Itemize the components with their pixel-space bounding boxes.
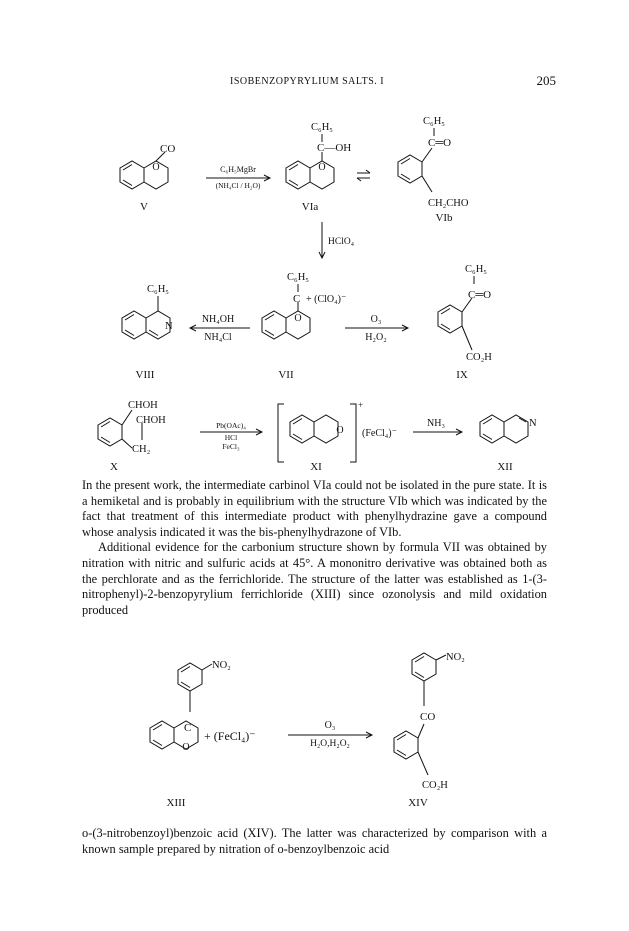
group-co: CO — [420, 711, 436, 723]
paragraph-3: o-(3-nitrobenzoyl)benzoic acid (XIV). The latter was characterized by comparison with a known sample prepared by nitration of o-benzoylbenzoic acid — [82, 826, 547, 856]
label-X: X — [110, 461, 118, 473]
group-choh: CHOH — [136, 415, 166, 426]
reagent-hcl: HCl — [224, 433, 238, 442]
counterion-clo4: + (ClO₄)⁻ — [306, 294, 347, 305]
group-co: CO — [160, 143, 176, 155]
label-VIa: VIa — [301, 201, 319, 213]
body-text — [82, 478, 547, 618]
group-c6h5: C₆H₅ — [423, 116, 445, 127]
page-number: 205 — [536, 73, 556, 88]
reagent-o3: O₃ — [324, 720, 336, 731]
ring-o: O — [152, 162, 160, 173]
label-XI: XI — [310, 461, 322, 473]
label-V: V — [140, 201, 148, 213]
compound-XI-structure — [278, 404, 356, 462]
reagent-nh3: NH₃ — [427, 418, 445, 429]
reagent-h2o-h2o2: H₂O,H₂O₂ — [310, 739, 350, 749]
label-XIII: XIII — [166, 797, 186, 809]
label-XIV: XIV — [408, 797, 428, 809]
ring-o: O — [182, 742, 190, 753]
compound-VII-structure — [262, 284, 310, 339]
reagent-fecl3: FeCl₃ — [222, 442, 240, 451]
running-title: ISOBENZOPYRYLIUM SALTS. I — [230, 76, 385, 87]
group-ch2cho: CH₂CHO — [428, 198, 469, 209]
group-c6h5: C₆H₅ — [287, 272, 309, 283]
group-co2h: CO₂H — [422, 780, 448, 791]
cation-c: C — [184, 722, 192, 734]
group-ch2: CH₂ — [132, 444, 151, 455]
label-VII: VII — [278, 369, 294, 381]
group-choh: CHOH — [128, 400, 158, 411]
group-c6h5: C₆H₅ — [147, 284, 169, 295]
group-co2h: CO₂H — [466, 352, 492, 363]
paragraph-2: Additional evidence for the carbonium structure shown by formula VII was obtained by nitration with nitric and sulfuric acids at 45°. A mononitro derivative was obtained both as the perchlorate and as the ferrichloride. The structure of the latter was established as 1-(3-nitrophenyl)-2-benzopyrylium ferrichloride (XIII) since ozonolysis and mild oxidation produced — [82, 540, 547, 617]
group-c6h5: C₆H₅ — [465, 264, 487, 275]
group-no2: NO₂ — [212, 660, 231, 671]
reagent-pboac: Pb(OAc)₄ — [216, 421, 246, 430]
compound-XII-structure — [480, 415, 528, 443]
reagent-hclo4: HClO₄ — [328, 237, 355, 247]
label-VIII: VIII — [135, 369, 155, 381]
reagent-nh4oh: NH₄OH — [201, 314, 235, 325]
reagent-h2o2: H₂O₂ — [365, 332, 387, 343]
reagent-grignard: C₆H₅MgBr — [220, 165, 256, 174]
group-no2: NO₂ — [446, 652, 465, 663]
ring-n: N — [165, 321, 173, 332]
label-VIb: VIb — [435, 212, 453, 224]
ring-n: N — [529, 418, 537, 429]
group-c-eq-o: C═O — [468, 289, 492, 301]
label-IX: IX — [456, 369, 468, 381]
counterion-fecl4: (FeCl₄)⁻ — [362, 428, 397, 439]
group-c-oh: C—OH — [317, 142, 352, 154]
compound-V-structure — [120, 152, 168, 189]
reagent-grignard-sub: (NH₄Cl / H₂O) — [215, 181, 261, 190]
ring-o: O — [318, 162, 326, 173]
counterion-fecl4: + (FeCl₄)⁻ — [204, 729, 256, 743]
compound-VIII-structure — [122, 296, 170, 339]
reagent-o3: O₃ — [370, 314, 382, 325]
charge-plus: + — [358, 400, 364, 410]
group-c6h5: C₆H₅ — [311, 122, 333, 133]
label-XII: XII — [497, 461, 513, 473]
group-c-eq-o: C═O — [428, 137, 452, 149]
ring-o: O — [336, 425, 344, 436]
compound-XIII-structure — [150, 663, 212, 749]
cation-c: C — [293, 293, 301, 305]
paragraph-1: In the present work, the intermediate carbinol VIa could not be isolated in the pure state. It is a hemiketal and is probably in equilibrium with the structure VIb which was indicated by the fact that treatment of this intermediate product with phenylhydrazine gave a compound whose analysis indicated it was the bis-phenylhydrazone of VIb. — [82, 478, 547, 539]
reagent-nh4cl: NH₄Cl — [204, 332, 232, 343]
ring-o: O — [294, 313, 302, 324]
compound-IX-structure — [438, 276, 474, 350]
